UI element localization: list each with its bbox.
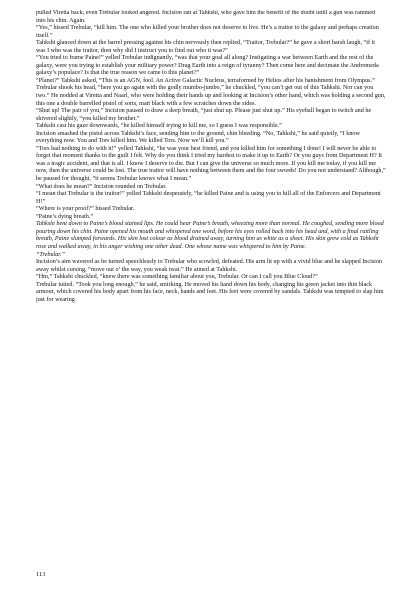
paragraph: “Tors had nothing to do with it!” yelled Tahkshi, “he was your best friend, and you killed him for something I done! I will never be able to forget that moment thanks to the guilt I felt. Why do you think I tried my hardest to make it up to Earth? Or you guys from Department H? It was a tragic accident, and that is all. I know I deserve to die. But I can give the universe so much more. If you kill me today, if you kill me now, then the universe could be lost. The true traitor will have nothing between them and the four swords! Do you not understand? Although,” he paused for thought, “it seems Trebular knows what I mean.” (36, 145, 386, 183)
page-number: 113 (36, 571, 46, 578)
paragraph: Incision smashed the pistol across Tahkshi’s face, sending him to the ground, chin bleeding. “No, Tahkshi,” he said quietly, “I know everything now. You and Tors killed him. We killed Tors. Now we’ll kill you.” (36, 130, 360, 145)
paragraph: Tahkshi cast his gaze downwards, “he killed himself trying to kill me, so I guess I was responsible.” (36, 123, 282, 130)
paragraph: “Shut up! The pair of you,” Incision paused to draw a deep breath, “just shut up. Please just shut up.” His eyeball began to twitch and he shivered slightly, “you killed my brother.” (36, 108, 372, 122)
paragraph: pulled Viretta back; even Trebular looked angered. Incision ran at Tahkshi, who gave him the benefit of the doubt until a gun was rammed into his chin. Again. (36, 10, 376, 24)
paragraph: “Paine’s dying breath.” (36, 213, 94, 220)
paragraph: “What does he mean?” Incision rounded on Trebular. (36, 183, 167, 190)
paragraph: “Planet?” Tahkshi asked, “This is an AGN, fool. An Active Galactic Nucleus, terraformed by Helios after his banishment from Olympus.” (36, 77, 375, 84)
paragraph: Tahkshi bent down to Paine’s blood stained lips. He could hear Paine’s breath, wheezing more than normal. He coughed, sending more blood pouring down his chin. Paine opened his mouth and whispered one word, before his eyes rolled back into his head and, with a final rattling breath, Paine slumped forwards. His skin lost colour as blood drained away, turning him as white as a sheet. His skin grew cold as Tahkshi rose and walked away, in his anger wishing one other dead. One whose name was whispered to him by Paine. (36, 221, 384, 250)
paragraph: Trebular tutted. “Took you long enough,” he said, smirking. He moved his hand down his body, changing his green jacket into thin black armour, which covered his body apart from his face, neck, hands and feet. His feet were covered by sandals. Tahkshi was tempted to slap him just for wearing (36, 281, 384, 303)
paragraph: Incision’s aim wavered as he turned speechlessly to Trebular who scowled, defeated. His arm lit up with a vivid blue and he slapped Incision away whilst cursing, “move out o’ the way, you weak twat.” He aimed at Tahkshi. (36, 259, 383, 273)
paragraph: “You tried to frame Paine!” yelled Trebular indignantly, “was that your goal all along? Instigating a war between Earth and the rest of the galaxy, were you trying to establish your military power? Drag Earth into a reign of tyranny? Then come here and decimate the Andromeda galaxy’s populace? Is that the true reason we came to this planet?” (36, 55, 379, 77)
paragraph: “Hm,” Tahkshi chuckled, “knew there was something familiar about you, Trebular. Or can I call you Blue Cloud?” (36, 274, 318, 281)
paragraph: “I mean that Trebular is the traitor!” yelled Tahkshi desperately, “he killed Paine and is using you to kill all of the Enforcers and Department H!” (36, 191, 381, 205)
paragraph: Tahkshi glanced down at the barrel pressing against his chin nervously then replied, “Traitor, Trebular?” he gave a short harsh laugh, “if it was I who was the traitor, then why did I instruct you to find out who it was?” (36, 40, 375, 54)
paragraph: “Where is your proof?” hissed Trebular. (36, 206, 135, 213)
paragraph: “Yes,” hissed Trebular, “kill him. The one who killed your brother does not deserve to live. He’s a traitor to the galaxy and perhaps creation itself.” (36, 25, 379, 39)
paragraph: “Trebular.” (36, 251, 65, 258)
paragraph: Trebular shook his head, “here you go again with the godly mumbo-jumbo,” he chuckled, “you can’t get out of this Tahkshi. Nor can you two.” He nodded at Viretta and Naarl, who were holding their hands up and looking at Incision’s other hand, which was holding a second gun, this one a double barrelled pistol of sorts, matt black with a few scratches down the sides. (36, 85, 386, 107)
document-body (36, 10, 386, 570)
